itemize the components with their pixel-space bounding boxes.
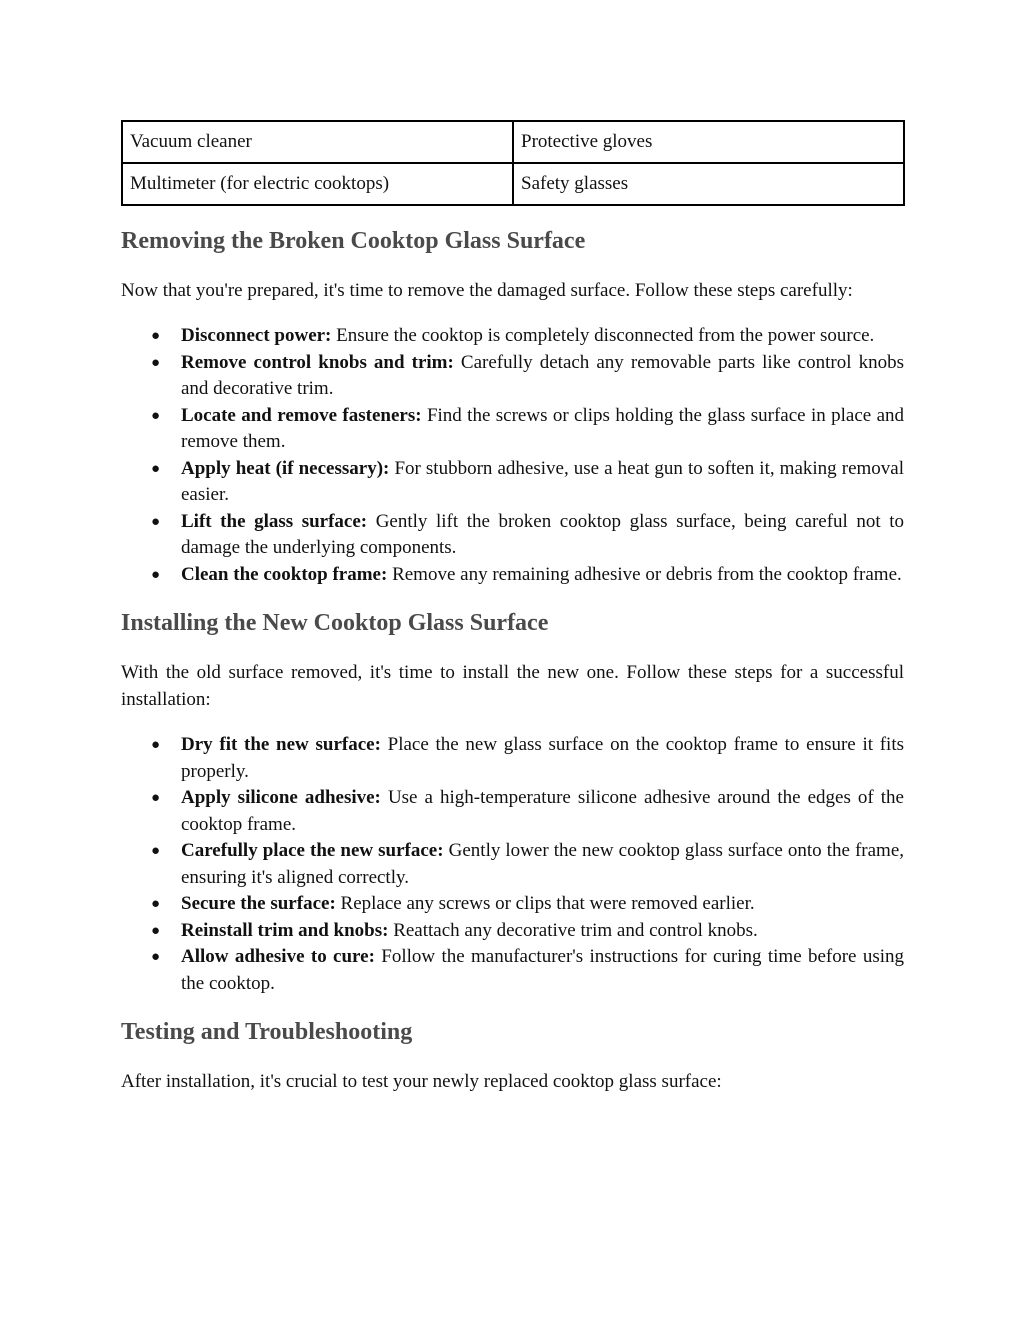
bullet-icon: ● [151,949,161,965]
table-cell: Multimeter (for electric cooktops) [122,163,513,205]
bullet-icon: ● [151,513,161,530]
step-term: Reinstall trim and knobs: [181,919,389,941]
step-term: Apply silicone adhesive: [181,787,381,808]
step-term: Apply heat (if necessary): [181,457,390,479]
bullet-icon: ● [151,790,161,806]
step-text: Carefully detach any removable parts like control knobs and decorative trim. [181,351,904,399]
list-item [121,456,904,509]
table-cell: Protective gloves [513,121,904,163]
installing-intro: With the old surface removed, it's time to install the new one. Follow these steps for a successful installation: [121,662,904,710]
bullet-icon: ● [151,843,161,859]
list-item [121,323,904,350]
list-item [121,944,904,997]
section-heading-testing: Testing and Troubleshooting [121,1019,413,1045]
step-text: Use a high-temperature silicone adhesive around the edges of the cooktop frame. [181,787,904,835]
step-text: Ensure the cooktop is completely disconnected from the power source. [336,325,875,346]
step-term: Carefully place the new surface: [181,840,444,861]
list-item [121,562,904,589]
testing-intro: After installation, it's crucial to test your newly replaced cooktop glass surface: [121,1071,722,1092]
step-text: Replace any screws or clips that were removed earlier. [340,893,755,914]
bullet-icon: ● [151,922,161,939]
step-text: Place the new glass surface on the cooktop frame to ensure it fits properly. [181,734,904,782]
list-item [121,732,904,785]
step-text: Find the screws or clips holding the glass surface in place and remove them. [181,404,905,452]
table-cell: Vacuum cleaner [122,121,513,163]
step-term: Dry fit the new surface: [181,734,381,755]
step-text: For stubborn adhesive, use a heat gun to soften it, making removal easier. [181,457,904,505]
step-term: Lift the glass surface: [181,510,368,532]
section-heading-removing: Removing the Broken Cooktop Glass Surface [121,228,586,254]
list-item [121,785,904,838]
step-term: Secure the surface: [181,893,336,914]
step-text: Gently lift the broken cooktop glass surface, being careful not to damage the underlying components. [181,510,904,558]
list-item [121,891,904,918]
step-term: Locate and remove fasteners: [181,404,422,426]
list-item [121,838,904,891]
bullet-icon: ● [151,328,161,344]
tools-table [121,120,905,206]
list-item [121,350,904,403]
list-item [121,509,904,562]
installing-steps-list [121,732,904,997]
step-term: Disconnect power: [181,325,332,346]
step-text: Reattach any decorative trim and control knobs. [393,919,758,941]
list-item [121,403,904,456]
bullet-icon: ● [151,460,161,477]
step-term: Allow adhesive to cure: [181,946,375,967]
bullet-icon: ● [151,407,161,424]
step-term: Remove control knobs and trim: [181,351,454,373]
list-item [121,918,904,945]
step-text: Remove any remaining adhesive or debris from the cooktop frame. [392,563,902,585]
bullet-icon: ● [151,566,161,583]
removing-intro: Now that you're prepared, it's time to remove the damaged surface. Follow these steps carefully: [121,280,853,301]
table-row [122,163,904,205]
bullet-icon: ● [151,737,161,753]
bullet-icon: ● [151,896,161,912]
step-text: Gently lower the new cooktop glass surface onto the frame, ensuring it's aligned correctly. [181,840,905,888]
section-heading-installing: Installing the New Cooktop Glass Surface [121,610,549,636]
step-text: Follow the manufacturer's instructions for curing time before using the cooktop. [181,946,905,994]
table-cell: Safety glasses [513,163,904,205]
document-page [121,120,904,1095]
step-term: Clean the cooktop frame: [181,563,388,585]
table-row [122,121,904,163]
removing-steps-list [121,323,904,588]
bullet-icon: ● [151,354,161,371]
